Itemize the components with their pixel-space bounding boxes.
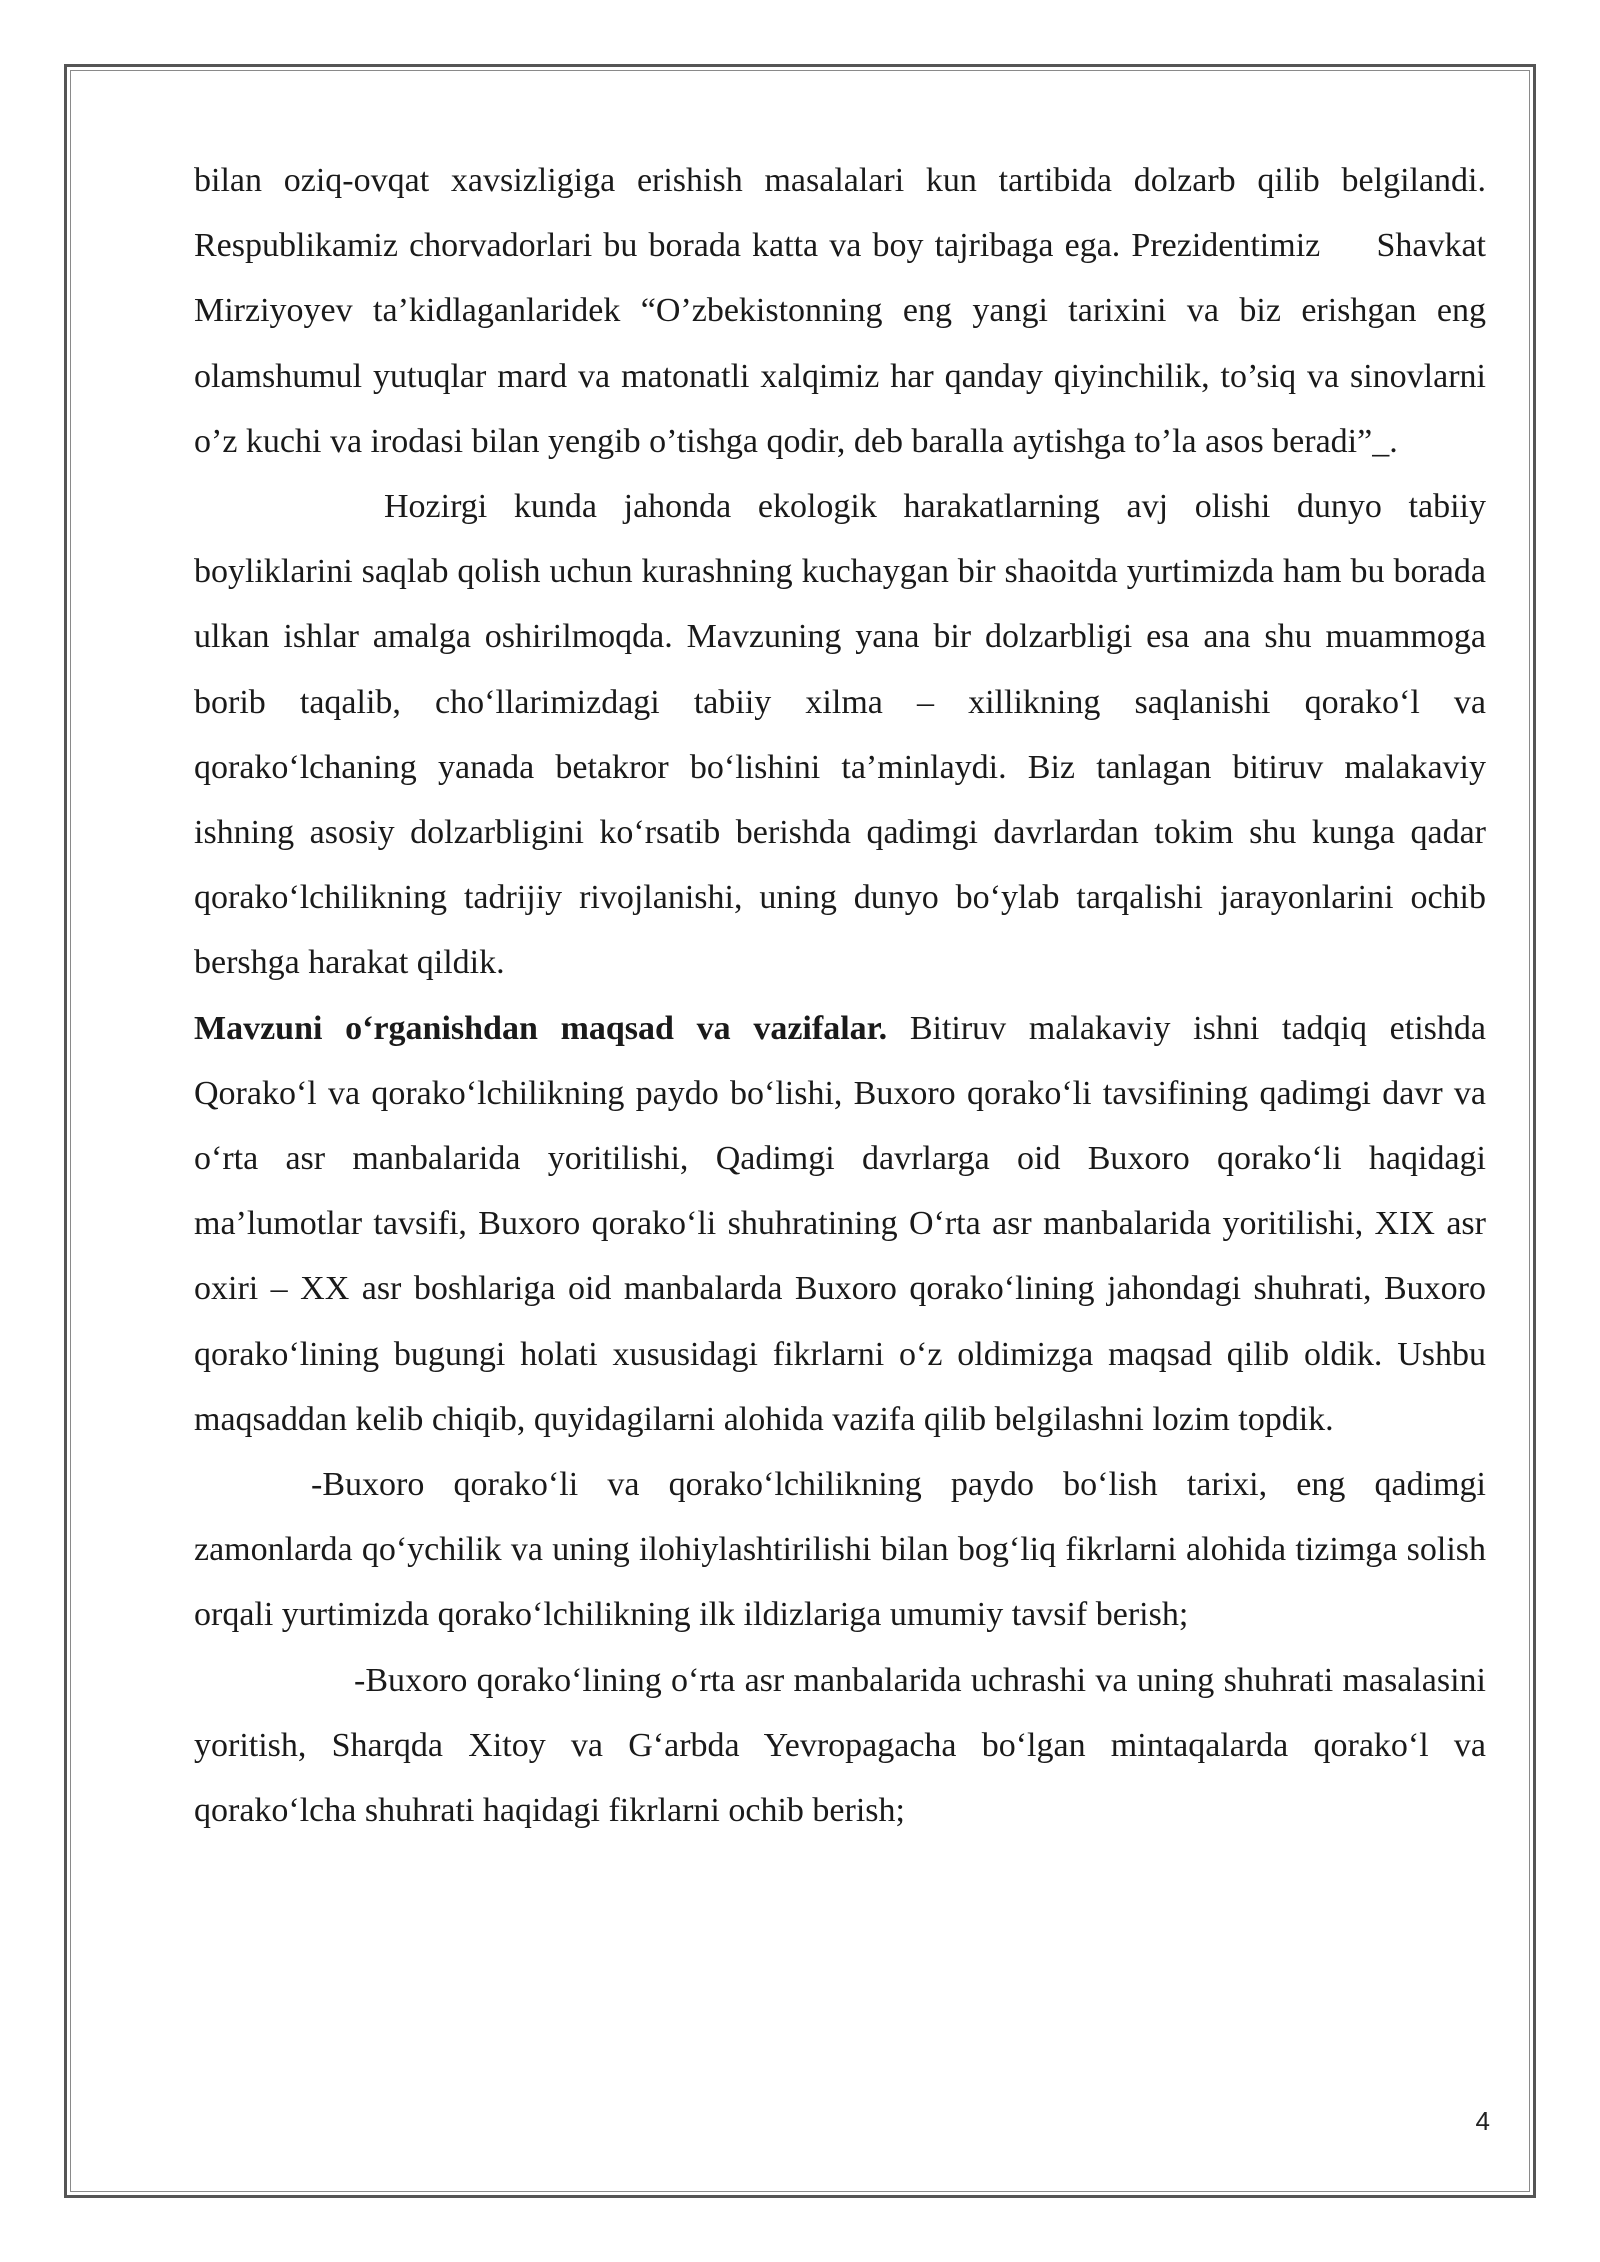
goals-text: Bitiruv malakaviy ishni tadqiq etishda Qorako‘l va qorako‘lchilikning paydo bo‘lishi, Buxoro qorako‘li tavsifining qadimgi davr va o‘rta asr manbalarida yoritilishi, Qadimgi davrlarga oid Buxoro qorako‘li haqidagi ma’lumotlar tavsifi, Buxoro qorako‘li shuhratining O‘rta asr manbalarida yoritilishi, XIX asr oxiri – XX asr boshlariga oid manbalarda Buxoro qorako‘lining jahondagi shuhrati, Buxoro qorako‘lining bugungi holati xususidagi fikrlarni o‘z oldimizga maqsad qilib oldik. Ushbu maqsaddan kelib chiqib, quyidagilarni alohida vazifa qilib belgilashni lozim topdik.: [194, 1009, 1486, 1438]
goals-heading: Mavzuni o‘rganishdan maqsad va vazifalar.: [194, 1009, 888, 1047]
task-item-2: -Buxoro qorako‘lining o‘rta asr manbalarida uchrashi va uning shuhrati masalasini yoritish, Sharqda Xitoy va G‘arbda Yevropagacha bo‘lgan mintaqalarda qorako‘l va qorako‘lcha shuhrati haqidagi fikrlarni ochib berish;: [194, 1661, 1486, 1830]
paragraph-relevance: Hozirgi kunda jahonda ekologik harakatlarning avj olishi dunyo tabiiy boyliklarini saqlab qolish uchun kurashning kuchaygan bir shaoitda yurtimizda ham bu borada ulkan ishlar amalga oshirilmoqda. Mavzuning yana bir dolzarbligi esa ana shu muammoga borib taqalib, cho‘llarimizdagi tabiiy xilma – xillikning saqlanishi qorako‘l va qorako‘lchaning yanada betakror bo‘lishini ta’minlaydi. Biz tanlagan bitiruv malakaviy ishning asosiy dolzarbligini ko‘rsatib berishda qadimgi davrlardan tokim shu kunga qadar qorako‘lchilikning tadrijiy rivojlanishi, uning dunyo bo‘ylab tarqalishi jarayonlarini ochib bershga harakat qildik.: [194, 488, 1486, 982]
task-item-1: -Buxoro qorako‘li va qorako‘lchilikning paydo bo‘lish tarixi, eng qadimgi zamonlarda qo‘ychilik va uning ilohiylashtirilishi bilan bog‘liq fikrlarni alohida tizimga solish orqali yurtimizda qorako‘lchilikning ilk ildizlariga umumiy tavsif berish;: [194, 1466, 1486, 1634]
page-number: 4: [1475, 2106, 1490, 2136]
paragraph-goals: [194, 996, 1486, 1452]
paragraph-intro: bilan oziq-ovqat xavsizligiga erishish masalalari kun tartibida dolzarb qilib belgilandi. Respublikamiz chorvadorlari bu borada katta va boy tajribaga ega. Prezidentimiz Shavkat Mirziyoyev ta’kidlaganlaridek “O’zbekistonning eng yangi tarixini va biz erishgan eng olamshumul yutuqlar mard va matonatli xalqimiz har qanday qiyinchilik, to’siq va sinovlarni o’z kuchi va irodasi bilan yengib o’tishga qodir, deb baralla aytishga to’la asos beradi”_.: [194, 162, 1486, 460]
document-body: [194, 148, 1486, 1843]
